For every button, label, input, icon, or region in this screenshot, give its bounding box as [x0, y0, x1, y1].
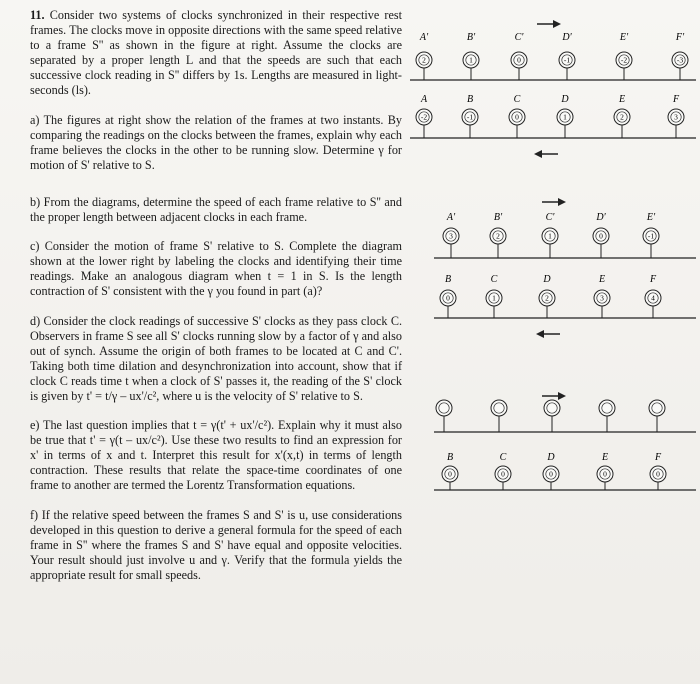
clock-reading: 1: [469, 55, 473, 65]
clock-icon: [597, 466, 613, 490]
clock-label: F: [649, 274, 657, 285]
clock-icon: [614, 109, 630, 138]
arrow-right-icon: [542, 198, 566, 206]
clock-label: E: [601, 452, 609, 463]
arrow-left-icon: [536, 330, 560, 338]
clock-icon: [539, 290, 555, 318]
clock-reading: 1: [563, 112, 567, 122]
arrow-right-icon: [537, 20, 561, 28]
figure-instant-1: [404, 14, 698, 164]
arrow-right-icon: [542, 392, 566, 400]
clock-reading: 2: [422, 55, 426, 65]
clock-icon: [442, 466, 458, 490]
clock-reading: 2: [545, 293, 549, 303]
clock-icon: [416, 109, 432, 138]
clock-label: D': [562, 32, 572, 43]
clock-icon: [462, 109, 478, 138]
clock-reading: 0: [517, 55, 521, 65]
part-c: c) Consider the motion of frame S' relative to S. Complete the diagram shown at the lower right by labeling the clocks and identifying their time readings. Make an analogous diagram when t = 1 in S. Is the length contraction of S' consistent with the γ you found in part (a)?: [30, 239, 402, 299]
clock-reading: 1: [492, 293, 496, 303]
clock-reading: 1: [548, 231, 552, 241]
intro-text: Consider two systems of clocks synchronized in their respective rest frames. The clocks move in opposite directions with the same speed relative to a frame S'' as shown in the figure at right. Assume the clocks are separated by a proper length L and that the speeds are such that each successive clock reading in S'' differs by 1s. Lengths are measured in light-seconds (ls).: [30, 8, 403, 98]
clock-icon: [650, 466, 666, 490]
figure-instant-2: [404, 196, 698, 346]
clock-icon: [616, 52, 632, 80]
clock-reading: 0: [656, 469, 660, 479]
clock-icon: [557, 109, 573, 138]
clock-label: C: [513, 94, 521, 105]
clock-label: E: [598, 274, 606, 285]
clock-label: B: [466, 94, 474, 105]
clock-reading: 0: [515, 112, 519, 122]
clock-label: C: [490, 274, 498, 285]
clock-reading: -1: [466, 112, 474, 122]
clock-label: E': [646, 212, 656, 223]
clock-label: D': [596, 212, 606, 223]
clock-icon: [511, 52, 527, 80]
clock-label: A': [446, 212, 456, 223]
clock-label: F: [672, 94, 680, 105]
part-d: d) Consider the clock readings of successive S' clocks as they pass clock C. Observers in frame S see all S' clocks running slow by a factor of γ and also out of synch. Assume the origin of both frames to be located at C and C'. Taking both time dilation and desynchronization into account, show that if clock C reads time t when a clock of S' passes it, the reading of the S' clock is given by t' = t/γ – ux'/c², where u is the velocity of S' relative to S.: [30, 313, 402, 403]
clock-label: C': [514, 32, 524, 43]
clock-icon: [544, 400, 560, 432]
clock-icon: [672, 52, 688, 80]
clock-icon: [495, 466, 511, 490]
clock-reading: -2: [420, 112, 428, 122]
clock-reading: -2: [620, 55, 628, 65]
clock-icon: [543, 466, 559, 490]
clock-icon: [649, 400, 665, 432]
clock-reading: 4: [651, 293, 655, 303]
problem-text: [30, 8, 402, 583]
clock-label: F': [675, 32, 685, 43]
clock-label: F: [654, 452, 662, 463]
clock-icon: [643, 228, 659, 258]
clock-label: D: [543, 274, 551, 285]
clock-icon: [443, 228, 459, 258]
clock-icon: [486, 290, 502, 318]
clock-reading: 3: [449, 231, 453, 241]
clock-label: A: [420, 94, 428, 105]
clock-label: A': [419, 32, 429, 43]
clock-reading: 0: [446, 293, 450, 303]
clock-reading: -1: [647, 231, 655, 241]
clock-reading: 0: [603, 469, 607, 479]
part-f: f) If the relative speed between the frames S and S' is u, use considerations developed in this question to derive a general formula for the speed of each frame in S'' where the frames S and S' have equal and opposite velocities. Your result should just involve u and γ. Verify that the formula yields the appropriate result for small speeds.: [30, 507, 402, 582]
part-b: b) From the diagrams, determine the speed of each frame relative to S'' and the proper length between adjacent clocks in each frame.: [30, 194, 402, 225]
clock-reading: 3: [674, 112, 678, 122]
clock-label: B': [466, 32, 476, 43]
clock-reading: -1: [563, 55, 571, 65]
part-a: a) The figures at right show the relation of the frames at two instants. By comparing the readings on the clocks between the frames, explain why each frame believes the clocks in the other to be running slow. Determine γ for motion of S' relative to S.: [30, 112, 402, 172]
figure-blank-diagram: [404, 390, 698, 500]
clock-label: C': [545, 212, 555, 223]
clock-icon: [599, 400, 615, 432]
clock-label: E': [619, 32, 629, 43]
clock-reading: 2: [496, 231, 500, 241]
clock-label: B': [493, 212, 503, 223]
clock-icon: [416, 52, 432, 80]
clock-label: D: [547, 452, 555, 463]
clock-reading: 0: [549, 469, 553, 479]
clock-reading: 0: [448, 469, 452, 479]
arrow-left-icon: [534, 150, 558, 158]
clock-label: E: [618, 94, 626, 105]
clock-icon: [463, 52, 479, 80]
clock-icon: [440, 290, 456, 318]
clock-icon: [509, 109, 525, 138]
clock-icon: [490, 228, 506, 258]
clock-icon: [594, 290, 610, 318]
clock-icon: [542, 228, 558, 258]
clock-label: B: [446, 452, 454, 463]
clock-reading: 3: [600, 293, 604, 303]
clock-icon: [559, 52, 575, 80]
clock-label: D: [561, 94, 569, 105]
clock-icon: [436, 400, 452, 432]
clock-reading: -3: [676, 55, 684, 65]
part-e: e) The last question implies that t = γ(t' + ux'/c²). Explain why it must also be true that t' = γ(t – ux/c²). Use these two results to find an expression for x' in terms of x and t. Interpret this result for x'(x,t) in terms of length contraction. These results that relate the space-time coordinates of one frame to another are termed the Lorentz Transformation equations.: [30, 418, 402, 493]
clock-label: B: [444, 274, 452, 285]
clock-reading: 0: [501, 469, 505, 479]
problem-number: 11.: [30, 8, 45, 22]
clock-icon: [593, 228, 609, 258]
clock-icon: [645, 290, 661, 318]
problem-intro: [30, 8, 402, 99]
clock-icon: [491, 400, 507, 432]
clock-label: C: [499, 452, 507, 463]
clock-icon: [668, 109, 684, 138]
clock-reading: 2: [620, 112, 624, 122]
clock-reading: 0: [599, 231, 603, 241]
